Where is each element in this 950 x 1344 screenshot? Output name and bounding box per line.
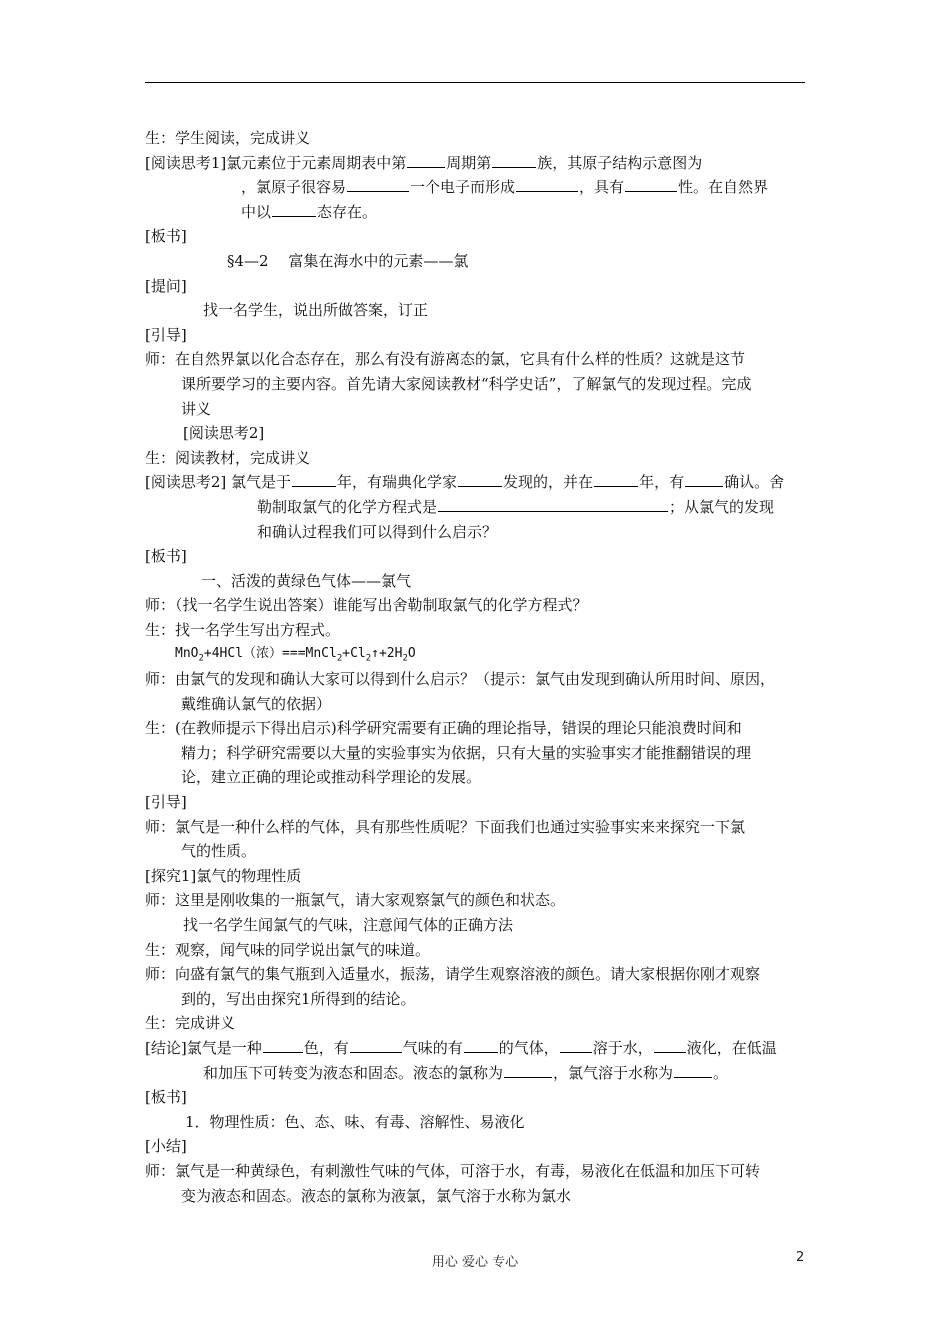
section-heading: §4—2 富集在海水中的元素——氯 [227,251,469,270]
text-line: 找一名学生，说出所做答案，订正 [203,301,429,320]
text-line: 找一名学生闻氯气的气味，注意闻气体的正确方法 [183,916,514,934]
eq-part: +4HCl（浓）===MnCl [203,646,337,662]
answer-blank [654,1037,686,1053]
text: 年，有 [639,473,685,492]
answer-blank [492,152,536,168]
text-line: 生：完成讲义 [145,1014,236,1033]
text: 中以 [241,202,272,221]
answer-blank [504,1062,552,1078]
text-line: 变为液态和固态。液态的氯称为液氯，氯气溶于水称为氯水 [181,1186,572,1205]
reading-question-2 [145,470,815,495]
answer-blank [458,471,502,487]
text-line: 戴维确认氯气的依据） [181,694,332,713]
answer-blank [625,176,677,192]
text: 年，有瑞典化学家 [337,473,458,492]
section-label: [提问] [145,276,187,295]
text: 一个电子而形成 [410,178,516,197]
section-label: [板书] [145,1088,187,1107]
text-line: 1．物理性质：色、态、味、有毒、溶解性、易液化 [185,1112,525,1131]
answer-blank [347,176,409,192]
text-line: 讲义 [181,399,212,418]
reading-question-1-cont [145,200,815,225]
text-line: 师：向盛有氯气的集气瓶到入适量水，振荡，请学生观察溶液的颜色。请大家根据你刚才观察 [145,965,761,984]
section-label: [引导] [145,325,187,344]
answer-blank [464,1037,498,1053]
section-label: [板书] [145,227,187,246]
answer-blank [350,1037,402,1053]
text: [结论]氯气是一种 [145,1038,262,1057]
text: 的气体， [498,1038,559,1057]
text: 周期第 [446,153,492,172]
answer-blank [272,201,316,217]
eq-subscript: 2 [402,654,408,665]
text-line: 生：(在教师提示下得出启示)科学研究需要有正确的理论指导，错误的理论只能浪费时间和 [145,719,742,738]
eq-subscript: 2 [198,654,204,665]
section-label: [阅读思考2] [183,424,265,443]
eq-part: O [407,646,416,662]
eq-part: +Cl [342,646,366,662]
answer-blank [263,1037,303,1053]
reading-question-1 [145,151,815,176]
conclusion [145,1036,815,1061]
text-line: 课所要学习的主要内容。首先请大家阅读教材“科学史话”，了解氯气的发现过程。完成 [181,374,752,393]
text: 和加压下可转变为液态和固态。液态的氯称为 [203,1063,504,1082]
text-line: 师：在自然界氯以化合态存在，那么有没有游离态的氯，它具有什么样的性质？这就是这节 [145,350,746,369]
text: 性。在自然界 [678,178,769,197]
answer-blank [594,471,638,487]
text: 态存在。 [317,202,378,221]
text: 色，有 [303,1038,349,1057]
section-heading: 一、活泼的黄绿色气体——氯气 [201,571,412,590]
text: [阅读思考1]氯元素位于元素周期表中第 [145,153,407,172]
text-line: 生：阅读教材，完成讲义 [145,448,311,467]
answer-blank [516,176,578,192]
text: ；从氯气的发现 [669,497,775,516]
footer-text: 用心 爱心 专心 [431,1255,519,1270]
text: 液化，在低温 [686,1038,777,1057]
text-line: 生：学生阅读，完成讲义 [145,129,311,147]
reading-question-2-cont [145,495,815,520]
text-line: 精力；科学研究需要以大量的实验事实为依据，只有大量的实验事实才能推翻错误的理 [181,743,752,762]
answer-blank [292,471,336,487]
section-label: [探究1]氯气的物理性质 [145,866,302,885]
text: 溶于水， [592,1038,653,1057]
text-line: 师：这里是刚收集的一瓶氯气，请大家观察氯气的颜色和状态。 [145,891,566,910]
section-label: [引导] [145,793,187,812]
page-number: 2 [796,1250,805,1265]
text-line: 师：氯气是一种什么样的气体，具有那些性质呢？下面我们也通过实验事实来来探究一下氯 [145,817,746,836]
text: ，具有 [579,178,625,197]
header-rule [145,82,805,83]
text-line: 到的，写出由探究1所得到的结论。 [181,989,416,1008]
section-label: [板书] [145,547,187,566]
text: 。 [713,1063,729,1082]
document-body [145,126,815,1208]
answer-blank [685,471,723,487]
eq-part: ↑+2H [371,646,403,662]
text-line: 师：由氯气的发现和确认大家可以得到什么启示？（提示：氯气由发现到确认所用时间、原因， [145,670,776,689]
text: 气味的有 [402,1038,463,1057]
section-label: [小结] [145,1137,187,1156]
reading-question-1-cont [145,175,815,200]
text: 勒制取氯气的化学方程式是 [257,497,438,516]
text: 族，其原子结构示意图为 [537,153,703,172]
text: ，氯气溶于水称为 [553,1063,674,1082]
text-line: 和确认过程我们可以得到什么启示？ [257,522,498,541]
text-line: 师：氯气是一种黄绿色，有刺激性气味的气体，可溶于水，有毒，易液化在低温和加压下可转 [145,1161,761,1180]
text: [阅读思考2] 氯气是于 [145,473,292,492]
conclusion-cont [145,1061,815,1086]
eq-subscript: 2 [365,654,372,665]
eq-subscript: 2 [336,654,343,665]
answer-blank [407,152,445,168]
text-line: 生：观察，闻气味的同学说出氯气的味道。 [145,940,431,959]
answer-blank [438,496,668,512]
text-line: 师：（找一名学生说出答案）谁能写出舍勒制取氯气的化学方程式？ [145,596,588,615]
text-line: 气的性质。 [181,842,257,861]
text-line: 论，建立正确的理论或推动科学理论的发展。 [181,768,482,787]
answer-blank [674,1062,712,1078]
answer-blank [560,1037,592,1053]
text: ，氯原子很容易 [241,178,347,197]
chemical-equation [145,642,815,667]
eq-part: MnO [175,646,199,662]
text-line: 生：找一名学生写出方程式。 [145,620,341,639]
text: 确认。舍 [724,473,785,492]
text: 发现的，并在 [503,473,594,492]
